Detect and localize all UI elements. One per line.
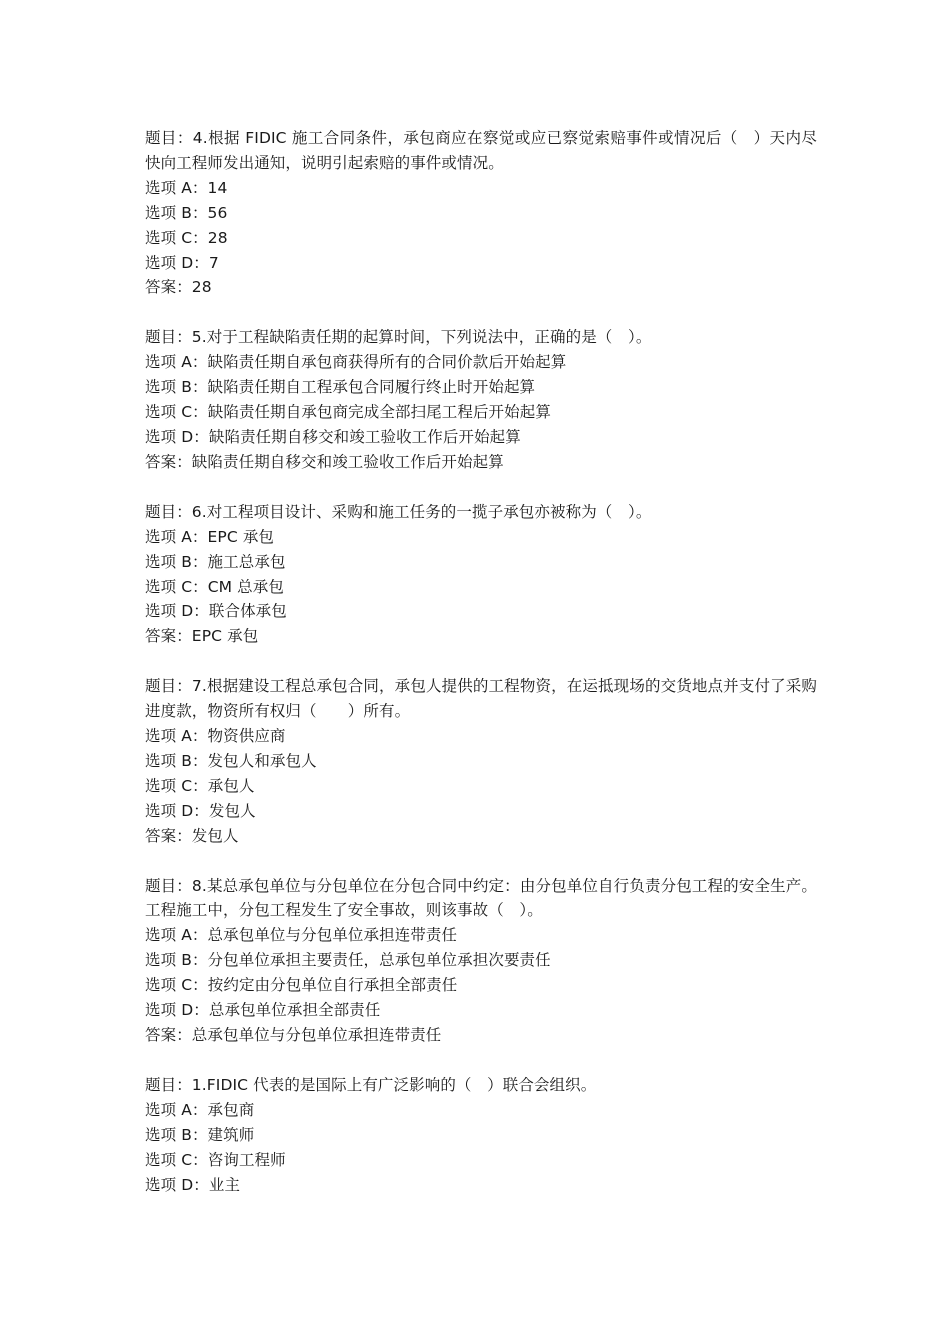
answer: 答案：总承包单位与分包单位承担连带责任 — [145, 1026, 442, 1044]
question-block — [145, 126, 817, 300]
option-b: 选项 B：分包单位承担主要责任，总承包单位承担次要责任 — [145, 951, 551, 970]
option-a: 选项 A：EPC 承包 — [145, 527, 275, 546]
option-c: 选项 C：28 — [145, 228, 228, 247]
option-b: 选项 B：施工总承包 — [145, 552, 286, 571]
answer: 答案：EPC 承包 — [145, 627, 259, 646]
option-d: 选项 D：联合体承包 — [145, 602, 287, 621]
question-block — [145, 1073, 817, 1198]
question-block — [145, 325, 817, 474]
question-title: 题目：5.对于工程缺陷责任期的起算时间，下列说法中，正确的是（ ）。 — [145, 328, 652, 347]
option-c: 选项 C：承包人 — [145, 776, 255, 795]
question-title: 题目：1.FIDIC 代表的是国际上有广泛影响的（ ）联合会组织。 — [145, 1075, 597, 1094]
question-list — [145, 126, 817, 1222]
option-a: 选项 A：物资供应商 — [145, 727, 286, 746]
option-d: 选项 D：缺陷责任期自移交和竣工验收工作后开始起算 — [145, 427, 521, 446]
option-b: 选项 B：56 — [145, 203, 228, 222]
option-b: 选项 B：缺陷责任期自工程承包合同履行终止时开始起算 — [145, 378, 536, 397]
option-a: 选项 A：承包商 — [145, 1100, 255, 1119]
question-block — [145, 500, 817, 649]
option-b: 选项 B：建筑师 — [145, 1125, 255, 1144]
question-title: 题目：7.根据建设工程总承包合同，承包人提供的工程物资，在运抵现场的交货地点并支付了采购进度款，物资所有权归（ ）所有。 — [145, 677, 817, 721]
option-a: 选项 A：14 — [145, 178, 228, 197]
option-c: 选项 C：按约定由分包单位自行承担全部责任 — [145, 976, 458, 995]
question-title: 题目：6.对工程项目设计、采购和施工任务的一揽子承包亦被称为（ ）。 — [145, 502, 652, 521]
answer: 答案：发包人 — [145, 826, 239, 845]
question-block — [145, 874, 817, 1048]
option-d: 选项 D：7 — [145, 253, 219, 272]
option-d: 选项 D：总承包单位承担全部责任 — [145, 1001, 381, 1020]
question-title: 题目：4.根据 FIDIC 施工合同条件，承包商应在察觉或应已察觉索赔事件或情况后（ ）天内尽快向工程师发出通知，说明引起索赔的事件或情况。 — [145, 129, 817, 172]
option-a: 选项 A：缺陷责任期自承包商获得所有的合同价款后开始起算 — [145, 353, 567, 372]
option-b: 选项 B：发包人和承包人 — [145, 751, 317, 770]
question-title: 题目：8.某总承包单位与分包单位在分包合同中约定：由分包单位自行负责分包工程的安全生产。工程施工中，分包工程发生了安全事故，则该事故（ ）。 — [145, 876, 817, 920]
question-block — [145, 674, 817, 848]
option-d: 选项 D：发包人 — [145, 801, 256, 820]
option-c: 选项 C：咨询工程师 — [145, 1150, 286, 1169]
option-c: 选项 C：CM 总承包 — [145, 577, 284, 596]
option-c: 选项 C：缺陷责任期自承包商完成全部扫尾工程后开始起算 — [145, 403, 551, 422]
option-a: 选项 A：总承包单位与分包单位承担连带责任 — [145, 926, 458, 945]
answer: 答案：28 — [145, 278, 212, 297]
option-d: 选项 D：业主 — [145, 1175, 241, 1194]
answer: 答案：缺陷责任期自移交和竣工验收工作后开始起算 — [145, 452, 504, 471]
